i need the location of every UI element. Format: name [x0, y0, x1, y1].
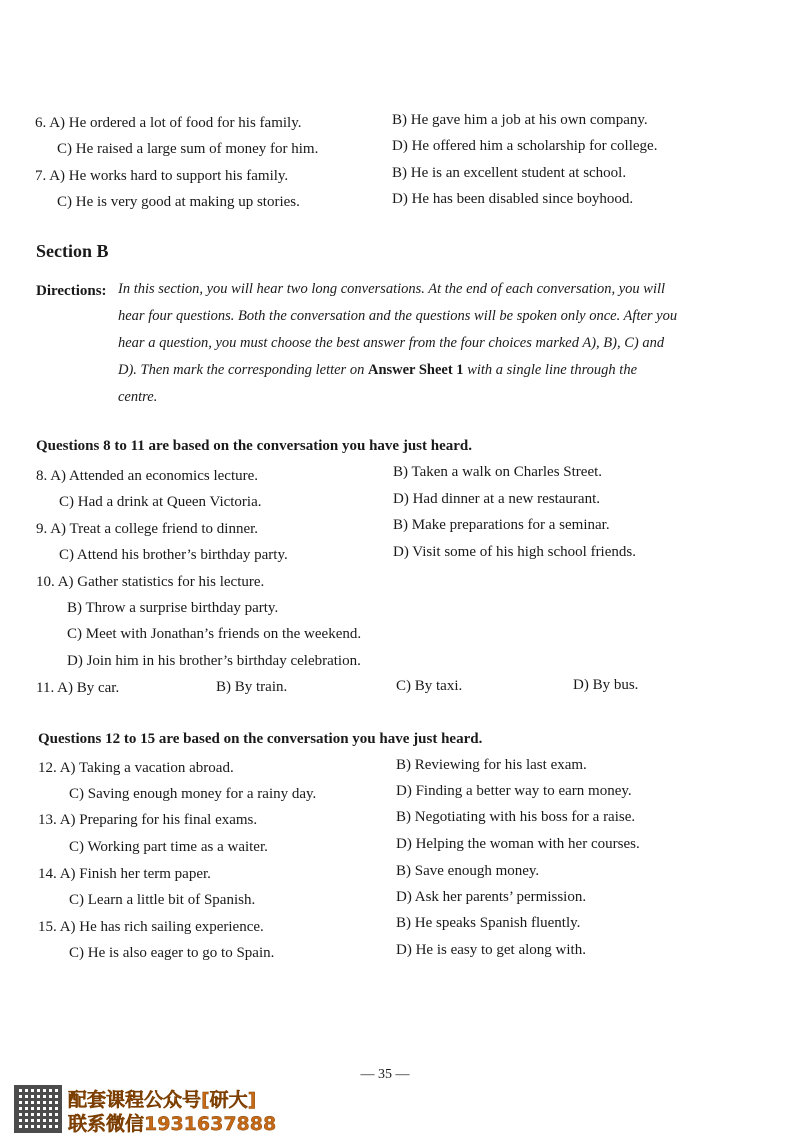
- question-number: 14.: [38, 866, 57, 882]
- question-15: [38, 918, 264, 936]
- question-number: 8.: [36, 468, 48, 484]
- option-a: A) He ordered a lot of food for his family.: [49, 115, 302, 131]
- directions-line-3: hear a question, you must choose the best answer from the four choices marked A), B), C) and: [118, 335, 665, 351]
- question-8: [36, 467, 258, 485]
- option-c: C) He raised a large sum of money for him.: [57, 141, 319, 157]
- option-c: C) He is very good at making up stories.: [57, 194, 300, 210]
- directions-label: Directions:: [36, 283, 107, 299]
- option-d: D) Finding a better way to earn money.: [396, 783, 632, 799]
- option-b: B) Negotiating with his boss for a raise.: [396, 809, 636, 825]
- option-b: B) Make preparations for a seminar.: [393, 517, 610, 533]
- qr-code-icon: [14, 1085, 62, 1133]
- question-number: 12.: [38, 760, 57, 776]
- option-a: A) Attended an economics lecture.: [50, 468, 259, 484]
- question-group-heading: Questions 12 to 15 are based on the conversation you have just heard.: [38, 731, 483, 747]
- option-d: D) He offered him a scholarship for college.: [392, 138, 658, 154]
- option-c: C) Meet with Jonathan’s friends on the weekend.: [67, 626, 362, 642]
- option-c: C) He is also eager to go to Spain.: [69, 945, 275, 961]
- watermark-footer: [14, 1085, 314, 1135]
- option-b: B) He gave him a job at his own company.: [392, 112, 648, 128]
- option-b: B) Throw a surprise birthday party.: [67, 600, 279, 616]
- section-title: Section B: [36, 241, 109, 261]
- option-a: A) He has rich sailing experience.: [59, 919, 264, 935]
- option-b: B) Reviewing for his last exam.: [396, 757, 587, 773]
- question-11: [36, 679, 119, 697]
- option-c: C) Had a drink at Queen Victoria.: [59, 494, 262, 510]
- question-12: [38, 759, 234, 777]
- question-group-heading: Questions 8 to 11 are based on the conversation you have just heard.: [36, 438, 472, 454]
- option-c: C) Saving enough money for a rainy day.: [69, 786, 317, 802]
- page-number: — 35 —: [360, 1067, 410, 1082]
- option-a: A) By car.: [57, 680, 120, 696]
- option-b: B) By train.: [216, 679, 288, 695]
- option-d: D) Had dinner at a new restaurant.: [393, 491, 600, 507]
- option-d: D) He has been disabled since boyhood.: [392, 191, 634, 207]
- question-10: [36, 573, 264, 591]
- question-13: [38, 811, 257, 829]
- directions-text: with a single line through the: [467, 362, 638, 378]
- watermark-line-1: 配套课程公众号[研大]: [68, 1089, 257, 1111]
- question-14: [38, 865, 211, 883]
- option-b: B) Taken a walk on Charles Street.: [393, 464, 603, 480]
- question-number: 6.: [35, 115, 47, 131]
- option-d: D) Helping the woman with her courses.: [396, 836, 640, 852]
- option-b: B) He is an excellent student at school.: [392, 165, 627, 181]
- answer-sheet-ref: Answer Sheet 1: [367, 362, 464, 378]
- option-d: D) Join him in his brother’s birthday celebration.: [67, 653, 361, 669]
- option-d: D) Ask her parents’ permission.: [396, 889, 587, 905]
- question-number: 9.: [36, 521, 48, 537]
- option-c: C) Attend his brother’s birthday party.: [59, 547, 288, 563]
- question-7: [35, 167, 288, 185]
- option-c: C) Learn a little bit of Spanish.: [69, 892, 256, 908]
- option-d: D) He is easy to get along with.: [396, 942, 586, 958]
- question-6: [35, 114, 301, 132]
- directions-line-1: In this section, you will hear two long conversations. At the end of each conversation, you will: [118, 281, 666, 297]
- question-9: [36, 520, 258, 538]
- option-d: D) Visit some of his high school friends.: [393, 544, 636, 560]
- watermark-line-2: 联系微信1931637888: [68, 1113, 277, 1135]
- option-a: A) Gather statistics for his lecture.: [57, 574, 265, 590]
- option-c: C) Working part time as a waiter.: [69, 839, 268, 855]
- directions-text: D). Then mark the corresponding letter on: [118, 362, 365, 378]
- option-b: B) He speaks Spanish fluently.: [396, 915, 581, 931]
- question-number: 15.: [38, 919, 57, 935]
- directions-line-4: [118, 361, 637, 379]
- option-d: D) By bus.: [573, 677, 639, 693]
- question-number: 11.: [36, 680, 55, 696]
- option-a: A) Preparing for his final exams.: [59, 812, 258, 828]
- option-a: A) He works hard to support his family.: [49, 168, 289, 184]
- question-number: 10.: [36, 574, 55, 590]
- option-a: A) Treat a college friend to dinner.: [50, 521, 259, 537]
- option-b: B) Save enough money.: [396, 863, 540, 879]
- directions-line-2: hear four questions. Both the conversation and the questions will be spoken only once. After you: [118, 308, 678, 324]
- option-c: C) By taxi.: [396, 678, 463, 694]
- directions-line-5: centre.: [118, 389, 158, 405]
- option-a: A) Taking a vacation abroad.: [59, 760, 234, 776]
- question-number: 13.: [38, 812, 57, 828]
- question-number: 7.: [35, 168, 47, 184]
- option-a: A) Finish her term paper.: [59, 866, 211, 882]
